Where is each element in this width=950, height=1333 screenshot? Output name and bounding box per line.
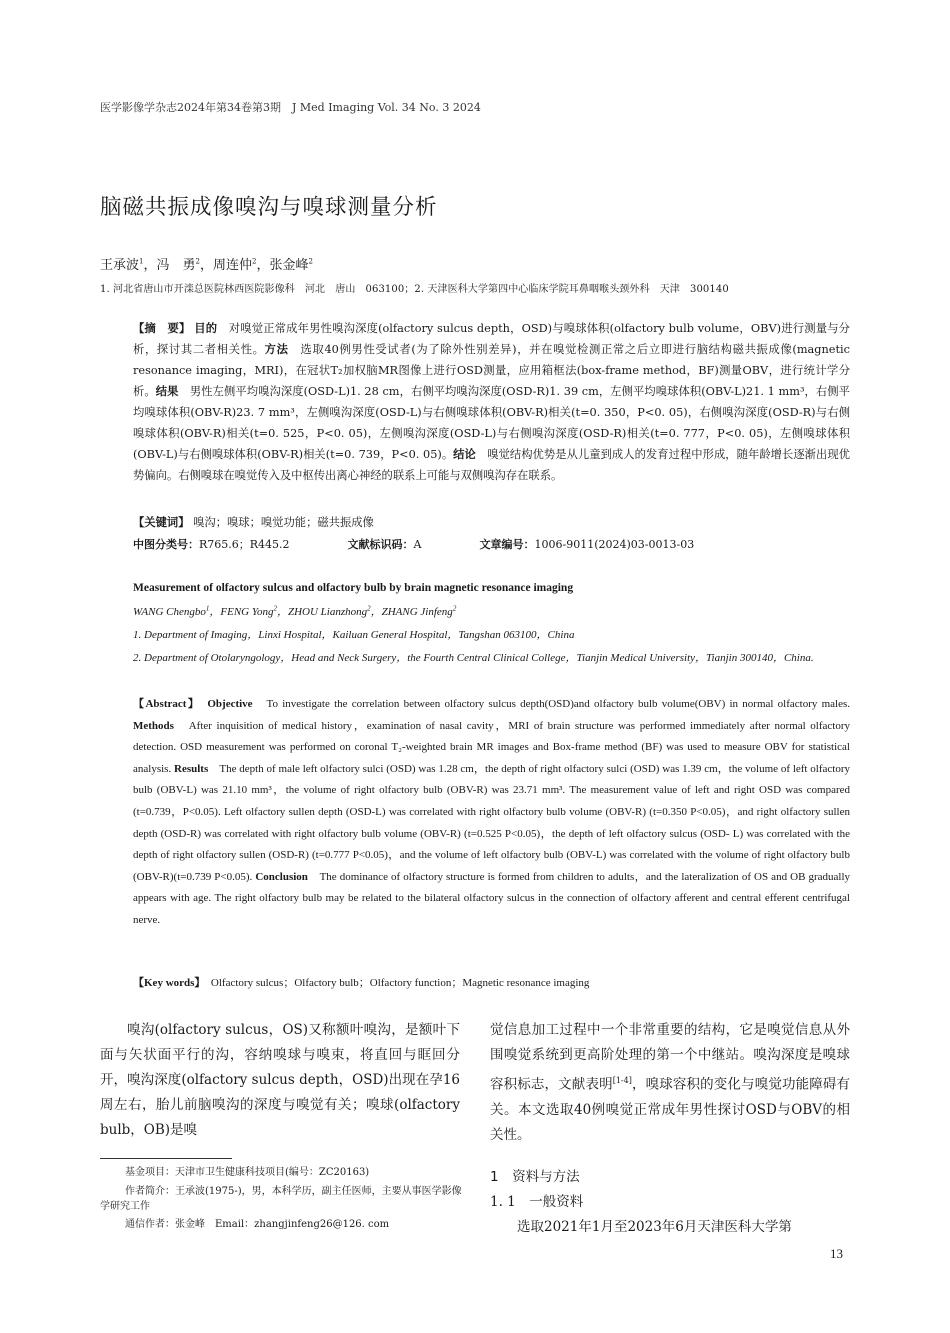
page-number: 13 xyxy=(830,1246,843,1261)
english-title: Measurement of olfactory sulcus and olfactory bulb by brain magnetic resonance imaging xyxy=(133,582,574,594)
abstract-en xyxy=(133,694,850,932)
english-author: ZHANG Jinfeng xyxy=(381,606,453,618)
author-list: 王承波$^1$，冯 勇$^2$，周连仲$^2$，张金峰$^2$ xyxy=(100,257,313,273)
conclusion-text: 嗅觉结构优势是从儿童到成人的发育过程中形成，随年龄增长逐渐出现优势偏向。右侧嗅球在嗅觉传入及中枢传出离心神经的联系上可能与双侧嗅沟存在联系。 xyxy=(133,448,850,482)
english-author: WANG Chengbo xyxy=(133,606,206,618)
conclusion-en-label: Conclusion xyxy=(255,870,308,883)
abstract-cn xyxy=(133,318,850,486)
footnote-fund: 基金项目：天津市卫生健康科技项目(编号：ZC20163) xyxy=(125,1167,370,1178)
keywords-cn-label: 【关键词】 xyxy=(133,516,190,529)
doc-code-value: A xyxy=(413,538,422,551)
article-no-label: 文章编号： xyxy=(479,538,535,551)
english-author: ZHOU Lianzhong xyxy=(287,606,368,618)
author-sup: 2 xyxy=(273,604,277,613)
conclusion-label: 结论 xyxy=(453,448,476,461)
keywords-cn xyxy=(133,514,374,530)
english-affiliation-2: 2. Department of Otolaryngology，Head and Neck Surgery，the Fourth Central Clinical College，Tianjin Medical University，Tianjin 300140，China. xyxy=(133,652,814,664)
objective-label: 目的 xyxy=(194,322,218,335)
methods-en-text: After inquisition of medical history，examination of nasal cavity，MRI of brain structure was performed immediately after normal olfactory detection. OSD measurement was performed on coronal T₂-weighted brain MR images and Box-frame method (BF) was used to measure OBV for statistical analysis. xyxy=(133,719,851,775)
footnote-author-bio: 作者简介：王承波(1975-)，男，本科学历，副主任医师，主要从事医学影像学研究工作 xyxy=(100,1186,462,1212)
clc-label: 中图分类号： xyxy=(133,538,199,551)
section-heading-1: 1 资料与方法 xyxy=(490,1169,580,1185)
methods-text: 选取40例男性受试者(为了除外性别差异)，并在嗅觉检测正常之后立即进行脑结构磁共振成像(magnetic resonance imaging，MRI)，在冠状T₂加权脑MR图像上进行OSD测量，应用箱框法(box-frame method，BF)测量OBV，进行统计学分析。 xyxy=(133,343,850,398)
running-header: 医学影像学杂志2024年第34卷第3期 J Med Imaging Vol. 34 No. 3 2024 xyxy=(100,101,481,114)
objective-en-label: Objective xyxy=(207,698,253,710)
keywords-cn-text: 嗅沟；嗅球；嗅觉功能；磁共振成像 xyxy=(193,516,374,529)
clc-value: R765.6；R445.2 xyxy=(199,538,290,551)
keywords-en-text: Olfactory sulcus；Olfactory bulb；Olfactory function；Magnetic resonance imaging xyxy=(210,977,590,989)
methods-en-label: Methods xyxy=(133,719,174,732)
author-sup: 2 xyxy=(308,257,313,266)
author-sup: 2 xyxy=(252,257,257,266)
page-title: 脑磁共振成像嗅沟与嗅球测量分析 xyxy=(100,195,438,220)
objective-en-text: To investigate the correlation between olfactory sulcus depth(OSD)and olfactory bulb volume(OBV) in normal olfactory males. xyxy=(266,698,851,710)
author-name: 王承波 xyxy=(100,258,140,273)
author-name: 周连仲 xyxy=(213,258,253,273)
author-sup: 2 xyxy=(195,257,200,266)
author-sup: 1 xyxy=(205,604,210,613)
footnote-corresponding: 通信作者：张金峰 Email：zhangjinfeng26@126. com xyxy=(125,1219,390,1230)
conclusion-en-text: The dominance of olfactory structure is formed from children to adults，and the lateralization of OS and OB gradually appears with age. The right olfactory bulb may be related to the bilateral olfactory sulcus in the connection of olfactory afferent and central efferent centrifugal nerve. xyxy=(133,870,851,926)
abstract-cn-label: 【摘 要】 xyxy=(133,322,191,335)
results-en-label: Results xyxy=(174,762,209,775)
body-right-paragraph xyxy=(490,1018,850,1148)
english-author-list: WANG Chengbo$^1$，FENG Yong$^2$，ZHOU Lianzhong$^2$，ZHANG Jinfeng$^2$ xyxy=(133,604,457,618)
footnote-divider xyxy=(100,1158,232,1159)
methods-label: 方法 xyxy=(264,343,289,356)
body-right-text-a: 觉信息加工过程中一个非常重要的结构，它是嗅觉信息从外围嗅觉系统到更高阶处理的第一个中继站。嗅沟深度是嗅球容积标志，文献表明 xyxy=(490,1022,850,1093)
author-sup: 2 xyxy=(452,604,457,613)
classification-line xyxy=(133,536,694,552)
author-sup: 2 xyxy=(367,604,371,613)
affiliation: 1. 河北省唐山市开滦总医院林西医院影像科 河北 唐山 063100；2. 天津医科大学第四中心临床学院耳鼻咽喉头颈外科 天津 300140 xyxy=(100,284,729,295)
citation-ref: [1-4] xyxy=(612,1076,632,1085)
body-last-line: 选取2021年1月至2023年6月天津医科大学第 xyxy=(517,1219,792,1235)
doc-code-label: 文献标识码： xyxy=(347,538,414,551)
results-label: 结果 xyxy=(155,385,179,398)
author-name: 张金峰 xyxy=(269,258,309,273)
results-en-text: The depth of male left olfactory sulci (OSD) was 1.28 cm，the depth of right olfactory sulci (OSD) was 1.39 cm，the volume of left olfactory bulb (OBV-L) was 21.10 mm³，the volume of right olfactory bulb (OBV-R) was 23.71 mm³. The measurement value of left and right OSD was compared (t=0.739，P<0.05). Left olfactory sullen depth (OSD-L) was correlated with right olfactory bulb volume (OBV-R) (t=0.350 P<0.05)，and right olfactory sullen depth (OSD-R) was correlated with right olfactory bulb volume (OBV-R) (t=0.525 P<0.05)，the depth of left olfactory sulcus (OSD- L) was correlated with the depth of right olfactory sullen (OSD-R) (t=0.777 P<0.05)，and the volume of left olfactory bulb (OBV-L) was correlated with the volume of right olfactory bulb (OBV-R)(t=0.739 P<0.05). xyxy=(133,762,850,883)
author-sup: 1 xyxy=(139,257,144,266)
keywords-en xyxy=(133,974,589,990)
body-left-paragraph: 嗅沟(olfactory sulcus，OS)又称额叶嗅沟，是额叶下面与矢状面平行的沟，容纳嗅球与嗅束，将直回与眶回分开，嗅沟深度(olfactory sulcus depth，OSD)出现在孕16周左右，胎儿前脑嗅沟的深度与嗅觉有关；嗅球(olfactory bulb，OB)是嗅 xyxy=(100,1022,460,1138)
objective-text: 对嗅觉正常成年男性嗅沟深度(olfactory sulcus depth，OSD)与嗅球体积(olfactory bulb volume，OBV)进行测量与分析，探讨其二者相关性。 xyxy=(133,322,850,356)
author-name: 冯 勇 xyxy=(156,258,196,273)
section-heading-1-1: 1. 1 一般资料 xyxy=(490,1194,584,1210)
abstract-en-label: 【Abstract】 xyxy=(133,698,195,710)
results-text: 男性左侧平均嗅沟深度(OSD-L)1. 28 cm，右侧平均嗅沟深度(OSD-R)1. 39 cm，左侧平均嗅球体积(OBV-L)21. 1 mm³，右侧平均嗅球体积(OBV-R)23. 7 mm³，左侧嗅沟深度(OSD-L)与右侧嗅球体积(OBV-R)相关(t=0. 350，P<0. 05)，右侧嗅沟深度(OSD-R)与右侧嗅球体积(OBV-R)相关(t=0. 525，P<0. 05)，左侧嗅沟深度(OSD-L)与右侧嗅沟深度(OSD-R)相关(t=0. 777，P<0. 05)，左侧嗅球体积(OBV-L)与右侧嗅球体积(OBV-R)相关(t=0. 739，P<0. 05)。 xyxy=(133,385,850,461)
english-affiliation-1: 1. Department of Imaging，Linxi Hospital，Kailuan General Hospital，Tangshan 063100，China xyxy=(133,629,575,641)
body-right-text-b: ，嗅球容积的变化与嗅觉功能障碍有关。本文选取40例嗅觉正常成年男性探讨OSD与OBV的相关性。 xyxy=(490,1076,851,1143)
keywords-en-label: 【Key words】 xyxy=(133,977,200,989)
article-no-value: 1006-9011(2024)03-0013-03 xyxy=(534,538,695,551)
english-author: FENG Yong xyxy=(220,606,274,618)
